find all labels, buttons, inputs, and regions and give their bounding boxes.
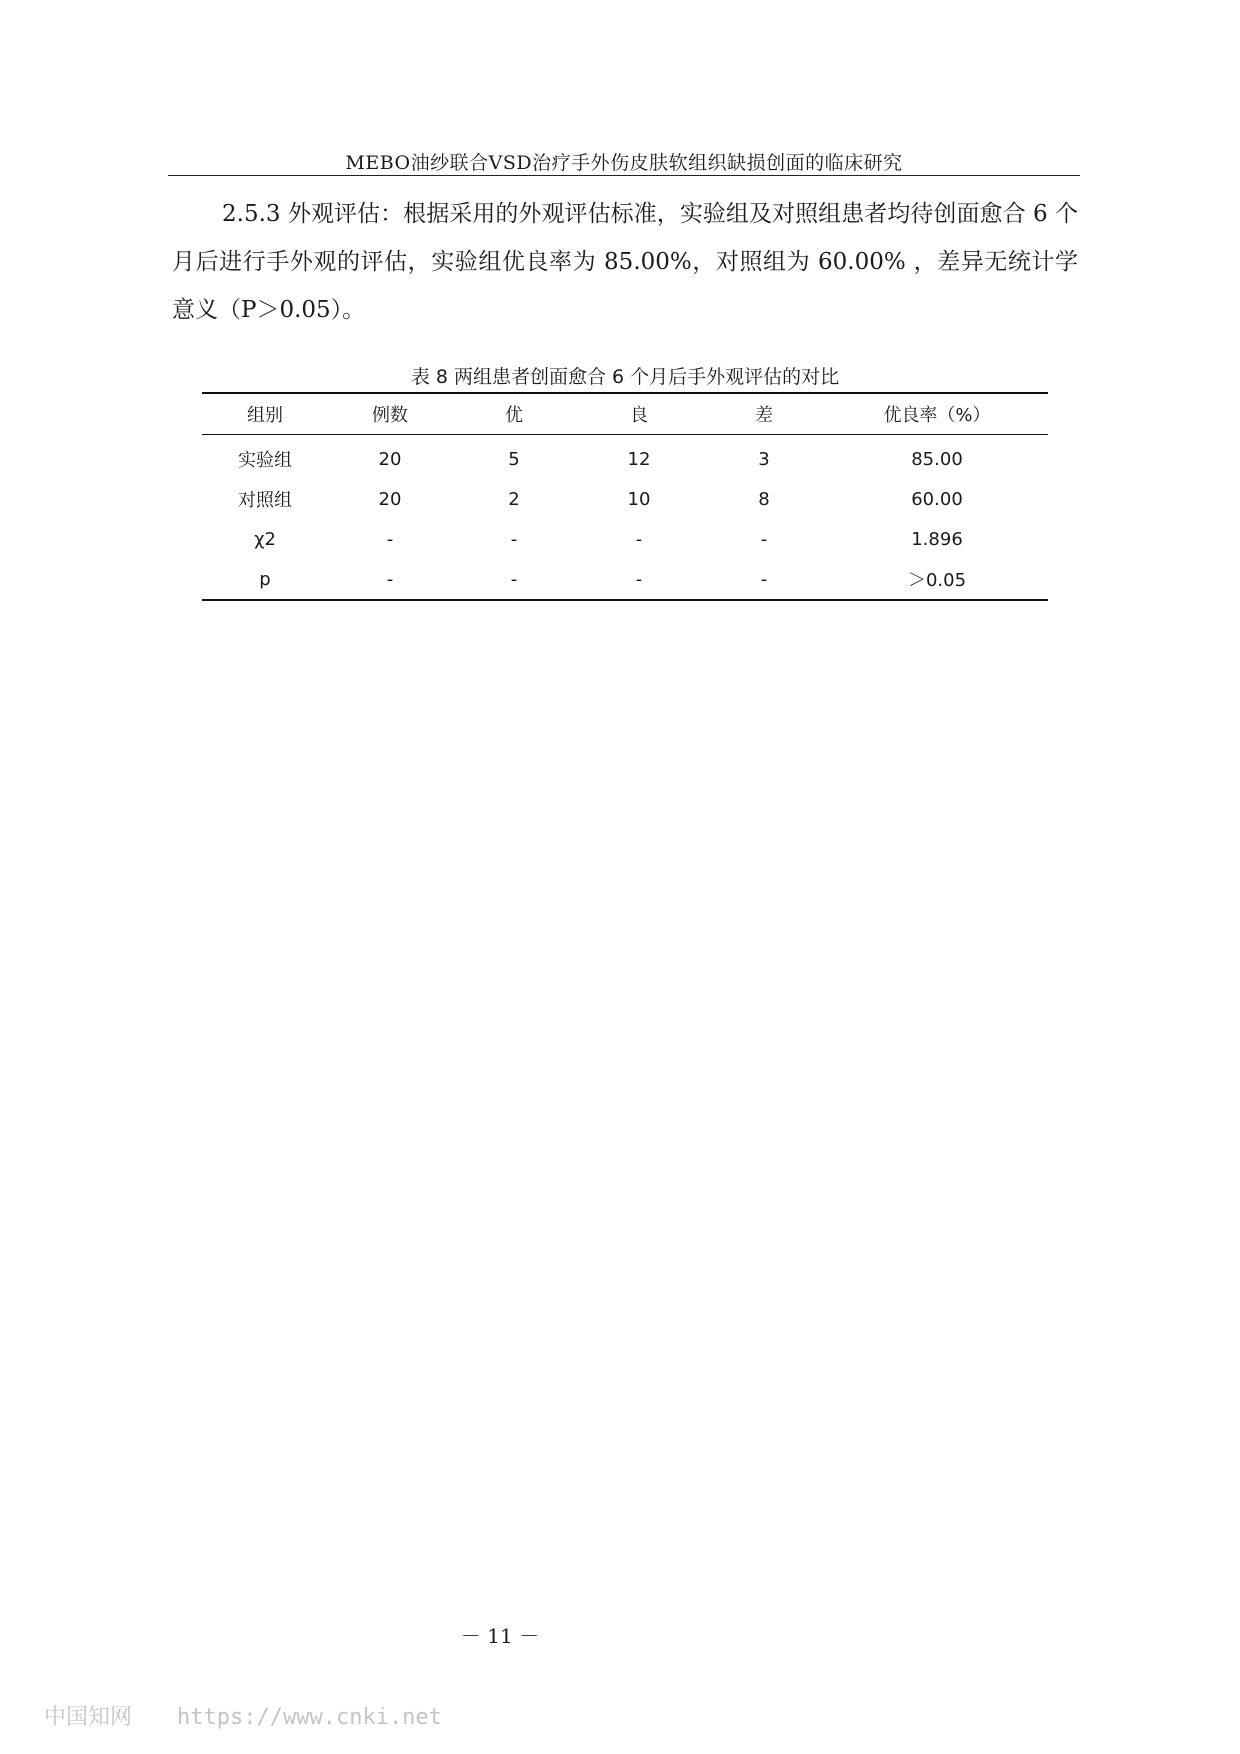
table-cell: -	[386, 568, 394, 590]
table-cell: -	[510, 568, 518, 590]
table-header-row	[202, 393, 1048, 435]
table-cell: 8	[758, 488, 770, 510]
table-cell: 10	[627, 488, 651, 510]
header-rule	[168, 175, 1080, 176]
table-cell: 85.00	[911, 448, 963, 470]
table-cell: p	[259, 568, 271, 590]
table-cell: 3	[758, 448, 770, 470]
header-poor: 差	[755, 405, 773, 426]
table-row	[202, 519, 1048, 559]
header-excellent-good-rate: 优良率（%）	[883, 405, 991, 426]
running-header: MEBO油纱联合VSD治疗手外伤皮肤软组织缺损创面的临床研究	[345, 152, 903, 174]
table-cell: -	[386, 528, 394, 550]
table-row	[202, 559, 1048, 600]
header-cases: 例数	[372, 405, 408, 426]
table-cell: 20	[378, 448, 402, 470]
table-cell: χ2	[254, 528, 276, 550]
paragraph-appearance-evaluation: 2.5.3 外观评估：根据采用的外观评估标准，实验组及对照组患者均待创面愈合 6 个月后进行手外观的评估，实验组优良率为 85.00%，对照组为 60.00% ，差异无统计学意义（P＞0.05）。	[172, 201, 1078, 323]
table-cell: 60.00	[911, 488, 963, 510]
header-good: 良	[630, 405, 648, 426]
table-cell: 2	[508, 488, 520, 510]
header-excellent: 优	[505, 405, 523, 426]
table-cell: -	[635, 528, 643, 550]
table-cell: 实验组	[238, 450, 292, 471]
table-cell: ＞0.05	[907, 570, 967, 591]
table-cell: -	[510, 528, 518, 550]
watermark	[44, 1700, 442, 1731]
table-cell: -	[760, 568, 768, 590]
table-caption: 表 8 两组患者创面愈合 6 个月后手外观评估的对比	[410, 366, 840, 388]
table-cell: 对照组	[238, 490, 292, 511]
watermark-url: https://www.cnki.net	[177, 1705, 442, 1730]
table-row	[202, 479, 1048, 519]
header-group: 组别	[247, 405, 283, 426]
page-number: － 11 －	[460, 1624, 540, 1648]
table-row	[202, 435, 1048, 480]
table-cell: 12	[627, 448, 651, 470]
watermark-name: 中国知网	[44, 1705, 133, 1730]
table-cell: 5	[508, 448, 520, 470]
table-cell: -	[760, 528, 768, 550]
table-cell: 20	[378, 488, 402, 510]
table-cell: -	[635, 568, 643, 590]
appearance-evaluation-table	[202, 392, 1048, 601]
section-body	[172, 190, 1078, 334]
table-cell: 1.896	[911, 528, 963, 550]
